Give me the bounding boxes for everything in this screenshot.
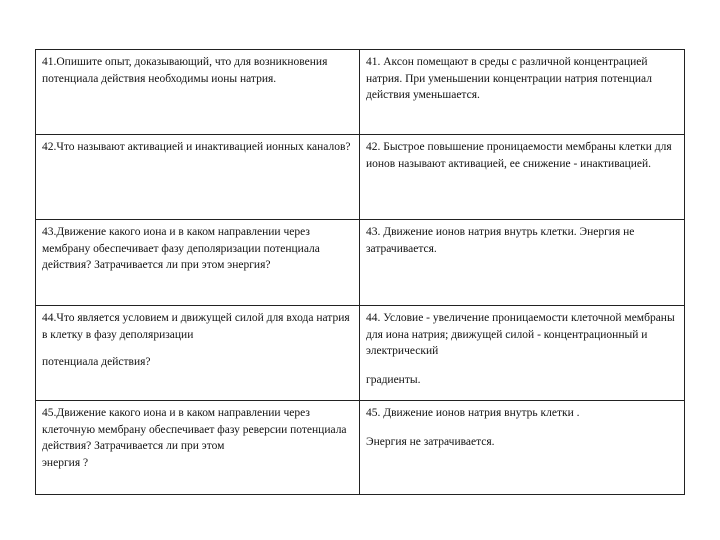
question-text-44-continued: потенциала действия? xyxy=(42,356,151,368)
question-cell-44 xyxy=(36,306,360,401)
question-text-44: 44.Что является условием и движущей силой для входа натрия в клетку в фазу деполяризации xyxy=(42,312,350,341)
answer-cell-42 xyxy=(360,135,684,220)
question-text-41: 41.Опишите опыт, доказывающий, что для возникновения потенциала действия необходимы ионы натрия. xyxy=(42,56,328,85)
answer-cell-41 xyxy=(360,50,684,135)
answer-text-42: 42. Быстрое повышение проницаемости мембраны клетки для ионов называют активацией, ее снижение - инактивацией. xyxy=(366,141,672,170)
question-text-45: 45.Движение какого иона и в каком направлении через клеточную мембрану обеспечивает фазу реверсии потенциала действия? Затрачивается ли при этом xyxy=(42,407,347,452)
question-text-43: 43.Движение какого иона и в каком направлении через мембрану обеспечивает фазу деполяризации потенциала действия? Затрачивается ли при этом энергия? xyxy=(42,226,320,271)
question-cell-45 xyxy=(36,401,360,494)
answer-text-45-continued: Энергия не затрачивается. xyxy=(366,435,495,448)
answer-text-44-continued: градиенты. xyxy=(366,373,421,386)
answer-cell-45 xyxy=(360,401,684,494)
answer-text-43: 43. Движение ионов натрия внутрь клетки. Энергия не затрачивается. xyxy=(366,226,635,255)
answer-text-45: 45. Движение ионов натрия внутрь клетки . xyxy=(366,407,580,419)
question-text-42: 42.Что называют активацией и инактивацией ионных каналов? xyxy=(42,141,351,153)
qa-table xyxy=(35,49,685,495)
question-cell-42 xyxy=(36,135,360,220)
answer-text-41: 41. Аксон помещают в среды с различной концентрацией натрия. При уменьшении концентрации натрия потенциал действия уменьшается. xyxy=(366,56,652,101)
question-cell-41 xyxy=(36,50,360,135)
answer-cell-44 xyxy=(360,306,684,401)
question-text-45-continued: энергия ? xyxy=(42,456,89,469)
answer-text-44: 44. Условие - увеличение проницаемости клеточной мембраны для иона натрия; движущей силой - концентрационный и электрический xyxy=(366,312,675,357)
answer-cell-43 xyxy=(360,220,684,306)
question-cell-43 xyxy=(36,220,360,306)
